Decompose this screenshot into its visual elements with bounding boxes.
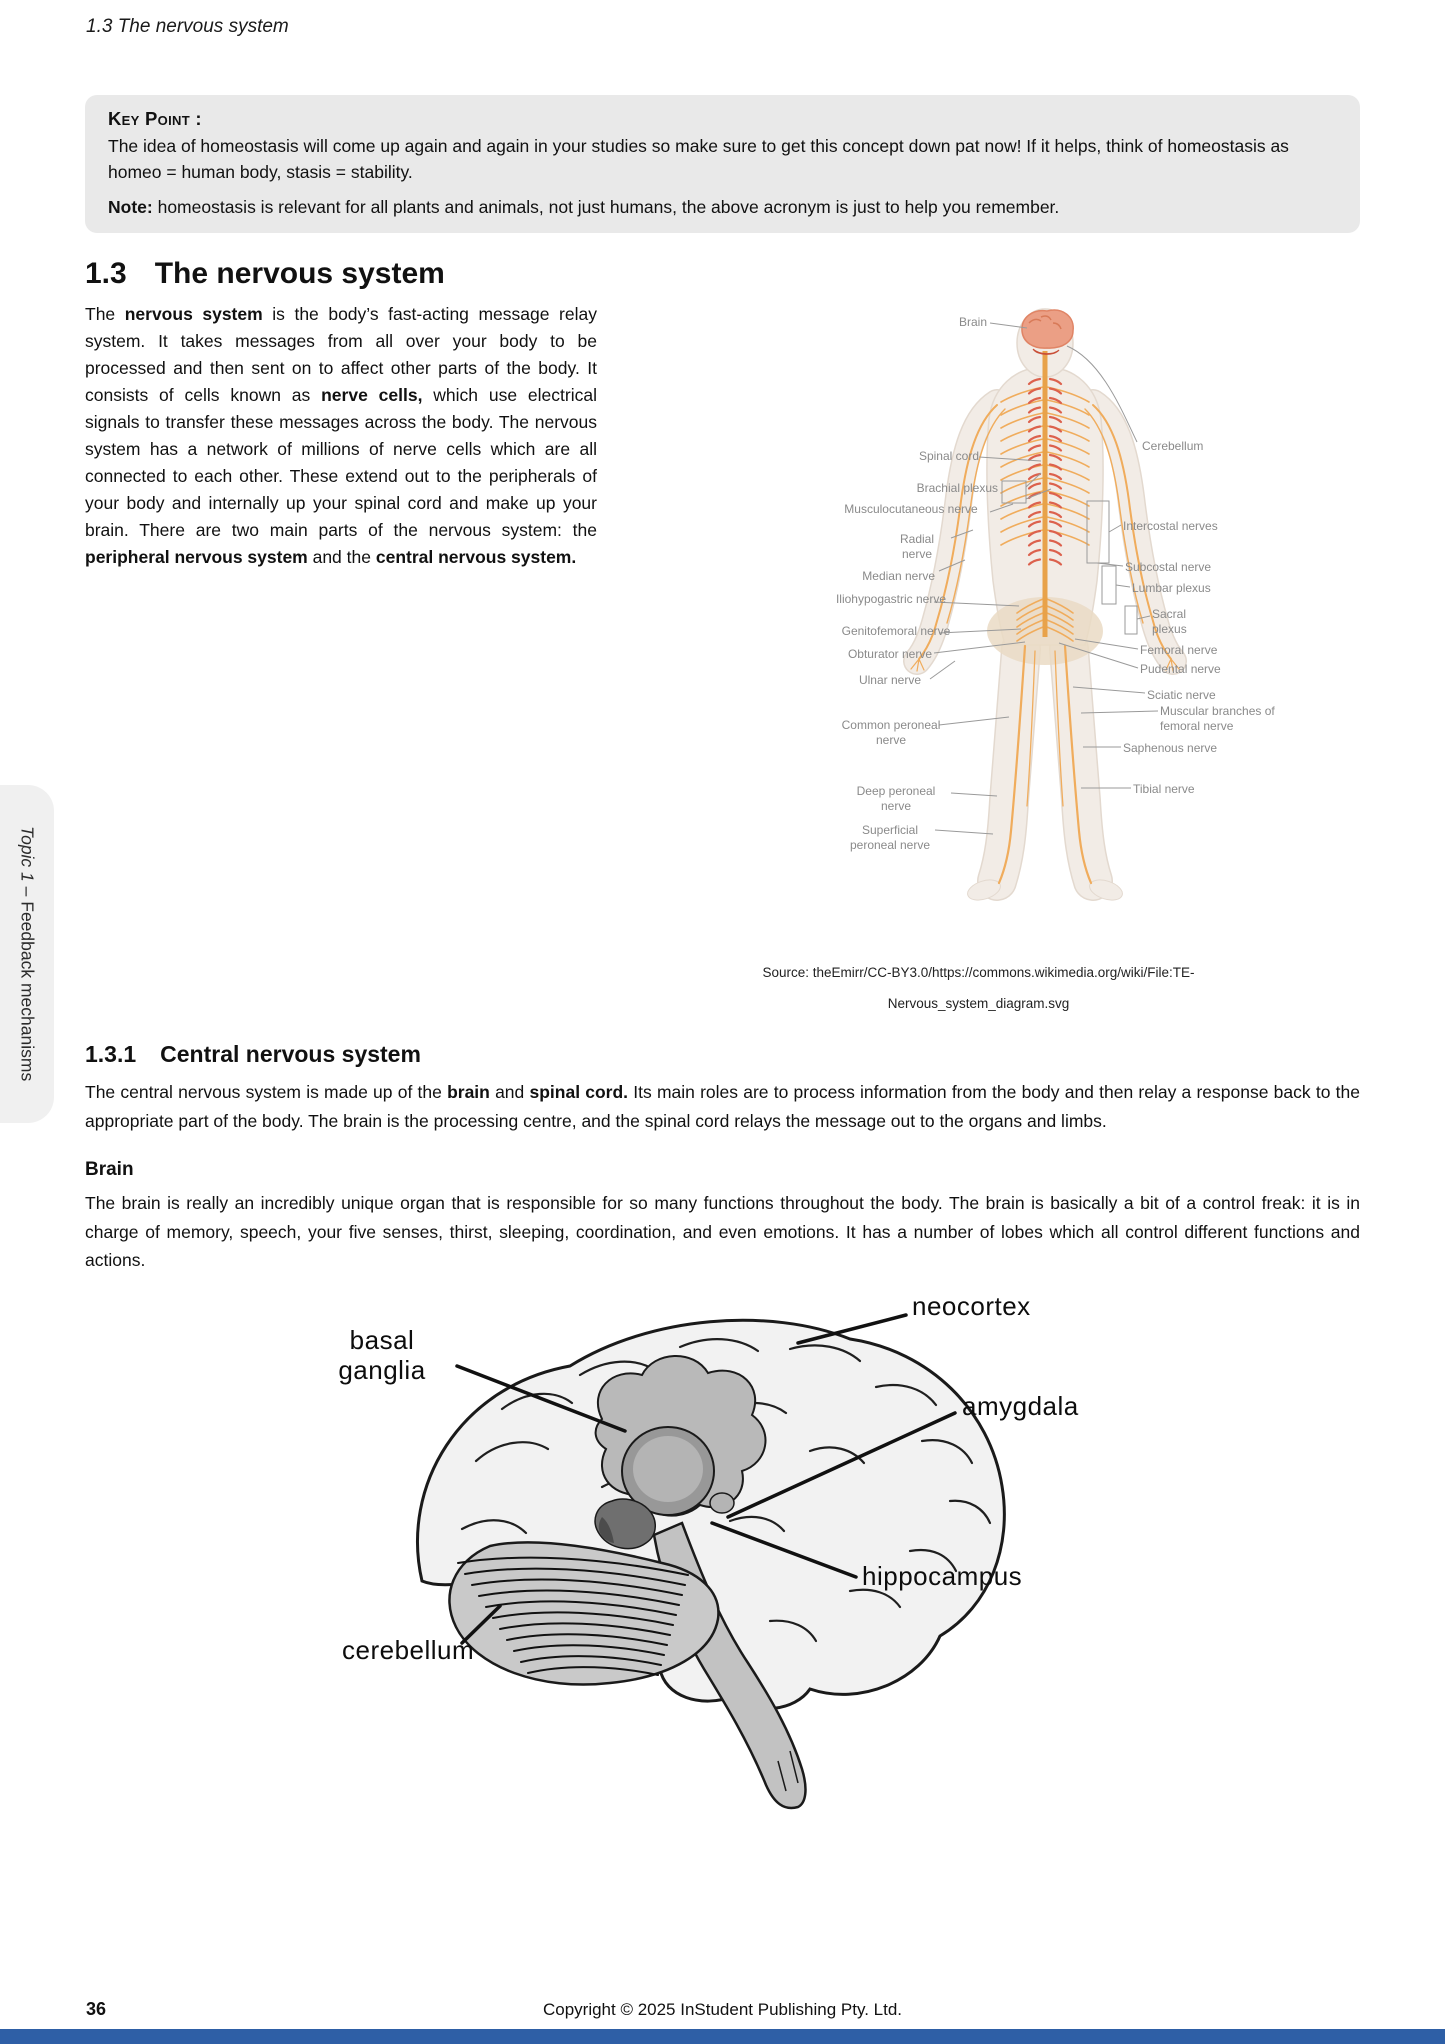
ns-label-subcostal: Subcostal nerve: [1125, 560, 1212, 574]
key-point-note: Note: homeostasis is relevant for all plants and animals, not just humans, the above acronym is just to help you remember.: [108, 197, 1060, 217]
brain-paragraph: The brain is really an incredibly unique organ that is responsible for so many functions throughout the body. The brain is basically a bit of a control freak: it is in charge of memory, speech, your five senses, thirst, sleeping, coordination, and even emotions. It has a number of lobes which all control different functions and actions.: [85, 1193, 1360, 1271]
ns-label-brain: Brain: [958, 315, 987, 329]
ns-label-femoral: Femoral nerve: [1140, 643, 1218, 657]
running-header: 1.3 The nervous system: [86, 16, 289, 37]
key-point-body: The idea of homeostasis will come up again and again in your studies so make sure to get this concept down pat now! If it helps, think of homeostasis as homeo = human body, stasis = stability.: [108, 136, 1289, 182]
figure-source: [597, 957, 1360, 1019]
ns-label-lumbar-plexus: Lumbar plexus: [1132, 581, 1211, 595]
subsection-heading: [85, 1041, 1360, 1068]
brain-label-cerebellum: cerebellum: [342, 1634, 475, 1665]
subsection-number: 1.3.1: [85, 1041, 137, 1068]
ns-label-intercostal: Intercostal nerves: [1123, 519, 1218, 533]
ns-label-musculocutaneous: Musculocutaneous nerve: [844, 502, 978, 516]
page-number: 36: [86, 1999, 107, 2019]
ns-label-median: Median nerve: [862, 569, 935, 583]
topic-separator: –: [17, 882, 38, 902]
nervous-system-figure: [597, 301, 1360, 947]
copyright-line: Copyright © 2025 InStudent Publishing Pty. Ltd.: [542, 2000, 903, 2019]
brain-label-amygdala: amygdala: [962, 1390, 1079, 1421]
topic-title: Feedback mechanisms: [17, 901, 38, 1082]
ns-label-cerebellum: Cerebellum: [1142, 439, 1204, 453]
ns-label-radial: Radial nerve: [899, 532, 935, 561]
figure-source-line1: Source: theEmirr/CC-BY3.0/https://commons.wikimedia.org/wiki/File:TE-: [762, 965, 1195, 980]
ns-label-obturator: Obturator nerve: [847, 647, 932, 661]
ns-label-brachial-plexus: Brachial plexus: [916, 481, 998, 495]
intro-paragraph: The nervous system is the body’s fast-acting message relay system. It takes messages from all over your body to be processed and then sent on to affect other parts of the body. It consists of cells known as nerve cells, which use electrical signals to transfer these messages across the body. The nervous system has a network of millions of nerve cells which are all connected to each other. These extend out to the peripherals of your body and internally up your spinal cord and make up your brain. There are two main parts of the nervous system: the peripheral nervous system and the central nervous system.: [85, 304, 597, 567]
brain-label-hippocampus: hippocampus: [862, 1560, 1023, 1591]
brain-label-neocortex: neocortex: [912, 1290, 1031, 1321]
brain-figure: [250, 1291, 1150, 1811]
ns-label-pudental: Pudental nerve: [1140, 662, 1221, 676]
section-title: The nervous system: [154, 257, 445, 290]
figure-source-line2: Nervous_system_diagram.svg: [887, 996, 1070, 1012]
ns-label-saphenous: Saphenous nerve: [1123, 741, 1218, 755]
ns-label-deep-peroneal: Deep peroneal nerve: [856, 784, 936, 813]
ns-label-genitofemoral: Genitofemoral nerve: [841, 624, 951, 638]
key-point-heading: Key Point :: [108, 108, 202, 129]
brain-subheading: Brain: [85, 1159, 134, 1181]
ns-label-iliohypogastric: Iliohypogastric nerve: [835, 592, 947, 606]
cns-paragraph: The central nervous system is made up of the brain and spinal cord. Its main roles are to process information from the body and then relay a response back to the appropriate part of the body. The brain is the processing centre, and the spinal cord relays the message out to the organs and limbs.: [85, 1082, 1360, 1131]
ns-label-superficial-peroneal: Superficial peroneal nerve: [849, 823, 931, 852]
ns-label-common-peroneal: Common peroneal nerve: [841, 718, 941, 747]
brain-label-basal-ganglia: basal ganglia: [338, 1324, 426, 1385]
ns-label-sciatic: Sciatic nerve: [1147, 688, 1216, 702]
bottom-accent-bar: [0, 2029, 1445, 2044]
key-point-callout: [85, 95, 1360, 233]
ns-label-ulnar: Ulnar nerve: [858, 673, 921, 687]
section-number: 1.3: [85, 257, 127, 290]
ns-label-sacral-plexus: Sacral plexus: [1152, 607, 1187, 636]
section-heading: [85, 257, 1360, 291]
ns-label-muscular-branches: Muscular branches of femoral nerve: [1160, 704, 1275, 733]
two-column-block: [85, 301, 1360, 1019]
subsection-title: Central nervous system: [160, 1041, 421, 1068]
ns-label-tibial: Tibial nerve: [1133, 782, 1195, 796]
ns-label-spinal-cord: Spinal cord: [918, 449, 979, 463]
nervous-system-illustration: [597, 301, 1360, 947]
topic-number: Topic 1: [17, 826, 38, 883]
nervous-system-column: [597, 301, 1360, 1019]
